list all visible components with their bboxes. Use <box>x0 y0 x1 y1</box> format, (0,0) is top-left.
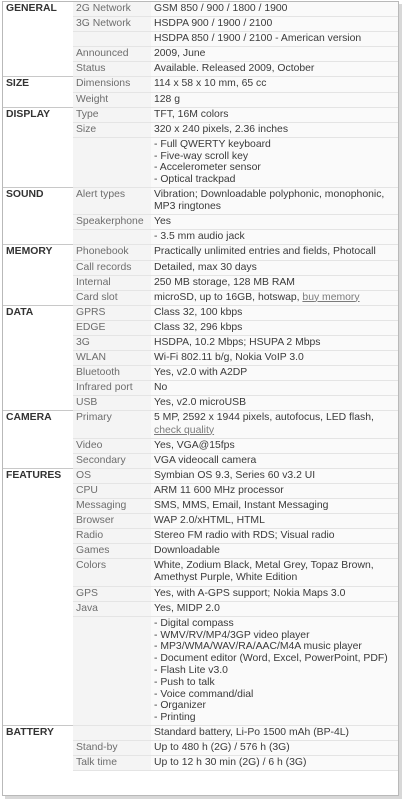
spec-value <box>151 245 398 260</box>
category-heading: DATA <box>3 305 73 411</box>
spec-value <box>151 32 398 47</box>
check-quality-link[interactable]: check quality <box>154 424 215 436</box>
spec-value <box>151 260 398 275</box>
spec-value-text: Practically unlimited entries and fields, Photocall <box>154 246 376 258</box>
spec-row <box>3 245 398 260</box>
spec-value <box>151 62 398 77</box>
spec-label: Announced <box>73 47 151 62</box>
spec-value-text: 5 MP, 2592 x 1944 pixels, autofocus, LED flash, <box>154 412 374 424</box>
category-heading: DISPLAY <box>3 107 73 187</box>
spec-label: Weight <box>73 92 151 107</box>
feature-list-item: - Flash Lite v3.0 <box>154 664 228 676</box>
spec-label: Phonebook <box>73 245 151 260</box>
spec-value-text: Up to 480 h (2G) / 576 h (3G) <box>154 742 290 754</box>
spec-label <box>73 725 151 740</box>
spec-value-text: - 3.5 mm audio jack <box>154 231 245 243</box>
spec-value-text: Wi-Fi 802.11 b/g, Nokia VoIP 3.0 <box>154 352 304 364</box>
spec-value-text: Downloadable <box>154 545 220 557</box>
category-heading: GENERAL <box>3 2 73 77</box>
spec-value-text: Yes, v2.0 microUSB <box>154 397 247 409</box>
spec-label: GPS <box>73 586 151 601</box>
spec-value-text: White, Zodium Black, Metal Grey, Topaz Brown, Amethyst Purple, White Edition <box>154 560 374 584</box>
spec-value-text: Yes, VGA@15fps <box>154 439 235 451</box>
spec-label: Messaging <box>73 499 151 514</box>
feature-list-item: - Voice command/dial <box>154 688 254 700</box>
spec-label: Radio <box>73 529 151 544</box>
spec-value <box>151 601 398 616</box>
spec-label: Games <box>73 544 151 559</box>
spec-label <box>73 137 151 187</box>
spec-label: 2G Network <box>73 2 151 17</box>
spec-value-text: HSDPA 850 / 1900 / 2100 - American version <box>154 33 362 45</box>
spec-value <box>151 2 398 17</box>
spec-value-text: WAP 2.0/xHTML, HTML <box>154 515 265 527</box>
spec-value-text: Available. Released 2009, October <box>154 63 315 75</box>
spec-value-text: No <box>154 382 168 394</box>
spec-value <box>151 290 398 305</box>
spec-value <box>151 77 398 92</box>
spec-value-text: Class 32, 296 kbps <box>154 321 243 333</box>
spec-row <box>3 107 398 122</box>
spec-value-text: Yes, v2.0 with A2DP <box>154 367 248 379</box>
spec-label: Browser <box>73 514 151 529</box>
spec-label <box>73 32 151 47</box>
spec-value-text: Class 32, 100 kbps <box>154 306 243 318</box>
spec-label: Type <box>73 107 151 122</box>
spec-label: Speakerphone <box>73 215 151 230</box>
feature-list-item: - Optical trackpad <box>154 174 236 186</box>
spec-value <box>151 320 398 335</box>
feature-list-item: - Push to talk <box>154 676 215 688</box>
spec-label: 3G Network <box>73 17 151 32</box>
spec-value <box>151 122 398 137</box>
spec-value <box>151 544 398 559</box>
spec-label: Java <box>73 601 151 616</box>
spec-value <box>151 107 398 122</box>
buy-memory-link[interactable]: buy memory <box>302 291 360 303</box>
spec-label: Alert types <box>73 188 151 215</box>
spec-label: 3G <box>73 335 151 350</box>
spec-row <box>3 188 398 215</box>
spec-value <box>151 514 398 529</box>
spec-value <box>151 92 398 107</box>
category-heading: MEMORY <box>3 245 73 305</box>
spec-value <box>151 275 398 290</box>
spec-value-text: 128 g <box>154 93 181 105</box>
feature-list-item: - MP3/WMA/WAV/RA/AAC/M4A music player <box>154 641 362 653</box>
spec-value-text: HSDPA, 10.2 Mbps; HSUPA 2 Mbps <box>154 336 321 348</box>
spec-label: Primary <box>73 411 151 438</box>
spec-row <box>3 468 398 483</box>
spec-label: USB <box>73 396 151 411</box>
spec-row <box>3 725 398 740</box>
spec-label: GPRS <box>73 305 151 320</box>
spec-value-text: 2009, June <box>154 48 206 60</box>
spec-value <box>151 499 398 514</box>
feature-list <box>154 618 395 724</box>
feature-list-item: - Five-way scroll key <box>154 150 249 162</box>
spec-label: Infrared port <box>73 381 151 396</box>
spec-label: OS <box>73 468 151 483</box>
spec-label: Video <box>73 438 151 453</box>
spec-label: Status <box>73 62 151 77</box>
spec-label: Bluetooth <box>73 366 151 381</box>
spec-value <box>151 411 398 438</box>
spec-value-text: 250 MB storage, 128 MB RAM <box>154 276 295 288</box>
spec-value <box>151 381 398 396</box>
spec-label <box>73 230 151 245</box>
spec-table <box>3 2 398 771</box>
spec-value-text: VGA videocall camera <box>154 454 257 466</box>
feature-list-item: - Accelerometer sensor <box>154 162 261 174</box>
spec-value <box>151 468 398 483</box>
spec-value <box>151 17 398 32</box>
spec-row <box>3 2 398 17</box>
spec-row <box>3 305 398 320</box>
spec-value-text: Stereo FM radio with RDS; Visual radio <box>154 530 335 542</box>
spec-label <box>73 616 151 725</box>
spec-value-text: Symbian OS 9.3, Series 60 v3.2 UI <box>154 469 316 481</box>
spec-value-text: Vibration; Downloadable polyphonic, monophonic, MP3 ringtones <box>154 189 385 213</box>
feature-list-item: - Digital compass <box>154 617 234 629</box>
spec-value-text: microSD, up to 16GB, hotswap, <box>154 291 303 303</box>
spec-value <box>151 453 398 468</box>
spec-label: Dimensions <box>73 77 151 92</box>
spec-label: WLAN <box>73 351 151 366</box>
spec-value <box>151 616 398 725</box>
spec-value <box>151 725 398 740</box>
spec-value-text: 114 x 58 x 10 mm, 65 cc <box>154 78 267 90</box>
feature-list-item: - Full QWERTY keyboard <box>154 138 271 150</box>
spec-value-text: 320 x 240 pixels, 2.36 inches <box>154 123 289 135</box>
spec-value <box>151 483 398 498</box>
spec-value-text: Detailed, max 30 days <box>154 261 257 273</box>
spec-value <box>151 230 398 245</box>
category-heading: CAMERA <box>3 411 73 468</box>
spec-value-text: SMS, MMS, Email, Instant Messaging <box>154 500 329 511</box>
spec-value <box>151 305 398 320</box>
category-heading: SOUND <box>3 188 73 245</box>
spec-row <box>3 411 398 438</box>
spec-value <box>151 137 398 187</box>
spec-value-text: TFT, 16M colors <box>154 108 229 120</box>
spec-label: EDGE <box>73 320 151 335</box>
category-heading: BATTERY <box>3 725 73 770</box>
spec-value <box>151 47 398 62</box>
spec-value-text: Yes <box>154 216 171 228</box>
spec-value-text: GSM 850 / 900 / 1800 / 1900 <box>154 3 288 14</box>
spec-label: Secondary <box>73 453 151 468</box>
spec-value <box>151 396 398 411</box>
spec-label: Stand-by <box>73 741 151 756</box>
spec-value-text: HSDPA 900 / 1900 / 2100 <box>154 18 273 30</box>
feature-list-item: - Organizer <box>154 700 206 712</box>
feature-list <box>154 139 395 186</box>
spec-value <box>151 351 398 366</box>
category-heading: SIZE <box>3 77 73 107</box>
spec-value <box>151 529 398 544</box>
spec-value-text: Up to 12 h 30 min (2G) / 6 h (3G) <box>154 757 307 769</box>
spec-sheet-frame <box>2 1 399 796</box>
spec-label: Colors <box>73 559 151 586</box>
feature-list-item: - Printing <box>154 712 196 724</box>
spec-value <box>151 586 398 601</box>
spec-label: Internal <box>73 275 151 290</box>
category-heading: FEATURES <box>3 468 73 725</box>
frame-shadow-bottom <box>5 796 402 799</box>
spec-value <box>151 366 398 381</box>
spec-label: Talk time <box>73 756 151 771</box>
spec-value-text: Yes, with A-GPS support; Nokia Maps 3.0 <box>154 587 346 599</box>
spec-value <box>151 756 398 771</box>
spec-label: CPU <box>73 483 151 498</box>
spec-value <box>151 438 398 453</box>
feature-list-item: - Document editor (Word, Excel, PowerPoint, PDF) <box>154 653 388 665</box>
spec-label: Call records <box>73 260 151 275</box>
spec-value-text: Yes, MIDP 2.0 <box>154 602 220 614</box>
frame-shadow-right <box>399 4 402 797</box>
feature-list-item: - WMV/RV/MP4/3GP video player <box>154 629 310 641</box>
spec-value-text: ARM 11 600 MHz processor <box>154 484 284 496</box>
spec-value <box>151 335 398 350</box>
spec-value-text: Standard battery, Li-Po 1500 mAh (BP-4L) <box>154 726 350 738</box>
spec-value <box>151 741 398 756</box>
spec-label: Size <box>73 122 151 137</box>
spec-label: Card slot <box>73 290 151 305</box>
spec-value <box>151 188 398 215</box>
spec-value <box>151 559 398 586</box>
spec-value <box>151 215 398 230</box>
spec-row <box>3 77 398 92</box>
